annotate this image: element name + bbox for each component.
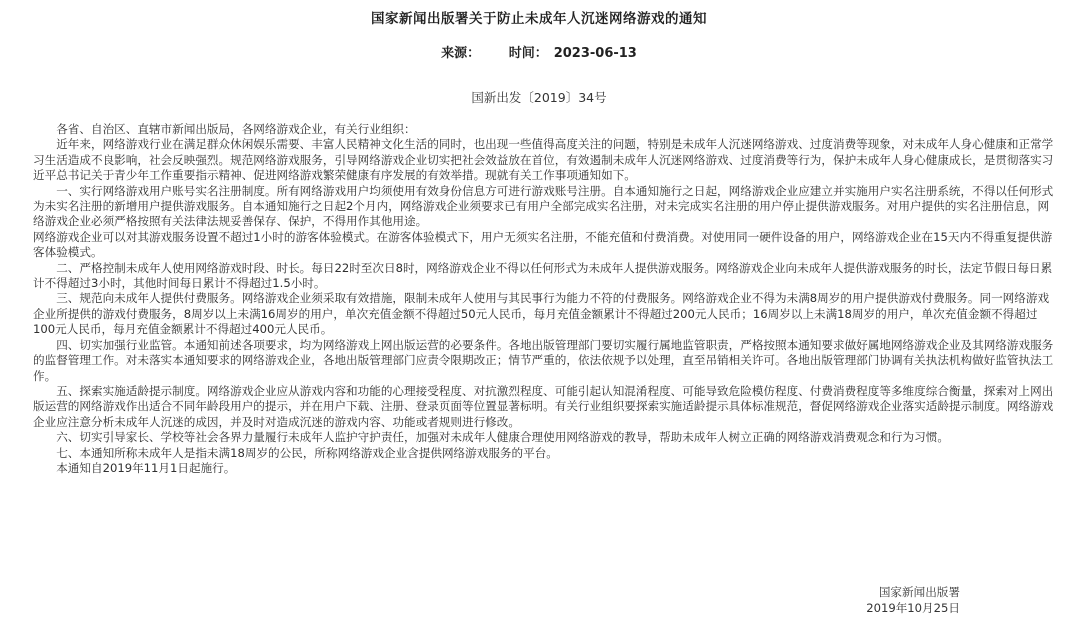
time-value: 2023-06-13 bbox=[553, 46, 637, 61]
paragraph: 六、切实引导家长、学校等社会各界力量履行未成年人监护守护责任，加强对未成年人健康合理使用网络游戏的教导，帮助未成年人树立正确的网络游戏消费观念和行为习惯。 bbox=[56, 430, 949, 445]
time-label: 时间： bbox=[508, 46, 548, 61]
meta-line bbox=[0, 42, 1078, 61]
signature-date: 2019年10月25日 bbox=[866, 601, 960, 615]
time-group bbox=[509, 46, 637, 61]
signature-block bbox=[866, 584, 960, 616]
paragraph: 四、切实加强行业监管。本通知前述各项要求，均为网络游戏上网出版运营的必要条件。各地出版管理部门要切实履行属地监管职责，严格按照本通知要求做好属地网络游戏企业及其网络游戏服务的监督管理工作。对未落实本通知要求的网络游戏企业，各地出版管理部门应责令限期改正；情节严重的，依法依规予以处理，直至吊销相关许可。各地出版管理部门协调有关执法机构做好监管执法工作。 bbox=[33, 337, 1054, 383]
signature-org: 国家新闻出版署 bbox=[878, 585, 960, 599]
source-label: 来源： bbox=[441, 46, 481, 61]
paragraph: 二、严格控制未成年人使用网络游戏时段、时长。每日22时至次日8时，网络游戏企业不得以任何形式为未成年人提供游戏服务。网络游戏企业向未成年人提供游戏服务的时长，法定节假日每日累计不得超过3小时，其他时间每日累计不得超过1.5小时。 bbox=[33, 260, 1053, 291]
document-title: 国家新闻出版署关于防止未成年人沉迷网络游戏的通知 bbox=[371, 11, 707, 27]
paragraph: 近年来，网络游戏行业在满足群众休闲娱乐需要、丰富人民精神文化生活的同时，也出现一些值得高度关注的问题，特别是未成年人沉迷网络游戏、过度消费等现象，对未成年人身心健康和正常学习生活造成不良影响，社会反映强烈。规范网络游戏服务，引导网络游戏企业切实把社会效益放在首位，有效遏制未成年人沉迷网络游戏、过度消费等行为，保护未成年人身心健康成长，是贯彻落实习近平总书记关于青少年工作重要指示精神、促进网络游戏繁荣健康有序发展的有效举措。现就有关工作事项通知如下。 bbox=[33, 137, 1054, 183]
paragraph: 网络游戏企业可以对其游戏服务设置不超过1小时的游客体验模式。在游客体验模式下，用户无须实名注册，不能充值和付费消费。对使用同一硬件设备的用户，网络游戏企业在15天内不得重复提供游客体验模式。 bbox=[33, 229, 1053, 260]
document-body bbox=[33, 122, 1054, 476]
paragraph: 五、探索实施适龄提示制度。网络游戏企业应从游戏内容和功能的心理接受程度、对抗激烈程度、可能引起认知混淆程度、可能导致危险模仿程度、付费消费程度等多维度综合衡量，探索对上网出版运营的网络游戏作出适合不同年龄段用户的提示，并在用户下载、注册、登录页面等位置显著标明。有关行业组织要探索实施适龄提示具体标准规范，督促网络游戏企业落实适龄提示制度。网络游戏企业应注意分析未成年人沉迷的成因，并及时对造成沉迷的游戏内容、功能或者规则进行修改。 bbox=[33, 383, 1054, 429]
paragraph: 本通知自2019年11月1日起施行。 bbox=[56, 460, 236, 475]
paragraph: 七、本通知所称未成年人是指未满18周岁的公民，所称网络游戏企业含提供网络游戏服务的平台。 bbox=[56, 445, 558, 460]
addressee: 各省、自治区、直辖市新闻出版局，各网络游戏企业，有关行业组织： bbox=[56, 122, 416, 136]
paragraph: 三、规范向未成年人提供付费服务。网络游戏企业须采取有效措施，限制未成年人使用与其民事行为能力不符的付费服务。网络游戏企业不得为未满8周岁的用户提供游戏付费服务。同一网络游戏企业所提供的游戏付费服务，8周岁以上未满16周岁的用户，单次充值金额不得超过50元人民币，每月充值金额累计不得超过200元人民币；16周岁以上未满18周岁的用户，单次充值金额不得超过100元人民币，每月充值金额累计不得超过400元人民币。 bbox=[33, 291, 1050, 337]
document-number: 国新出发〔2019〕34号 bbox=[471, 90, 607, 105]
paragraph: 一、实行网络游戏用户账号实名注册制度。所有网络游戏用户均须使用有效身份信息方可进行游戏账号注册。自本通知施行之日起，网络游戏企业应建立并实施用户实名注册系统，不得以任何形式为未实名注册的新增用户提供游戏服务。自本通知施行之日起2个月内，网络游戏企业须要求已有用户全部完成实名注册，对未完成实名注册的用户停止提供游戏服务。对用户提供的实名注册信息，网络游戏企业必须严格按照有关法律法规妥善保存、保护，不得用作其他用途。 bbox=[33, 183, 1054, 229]
